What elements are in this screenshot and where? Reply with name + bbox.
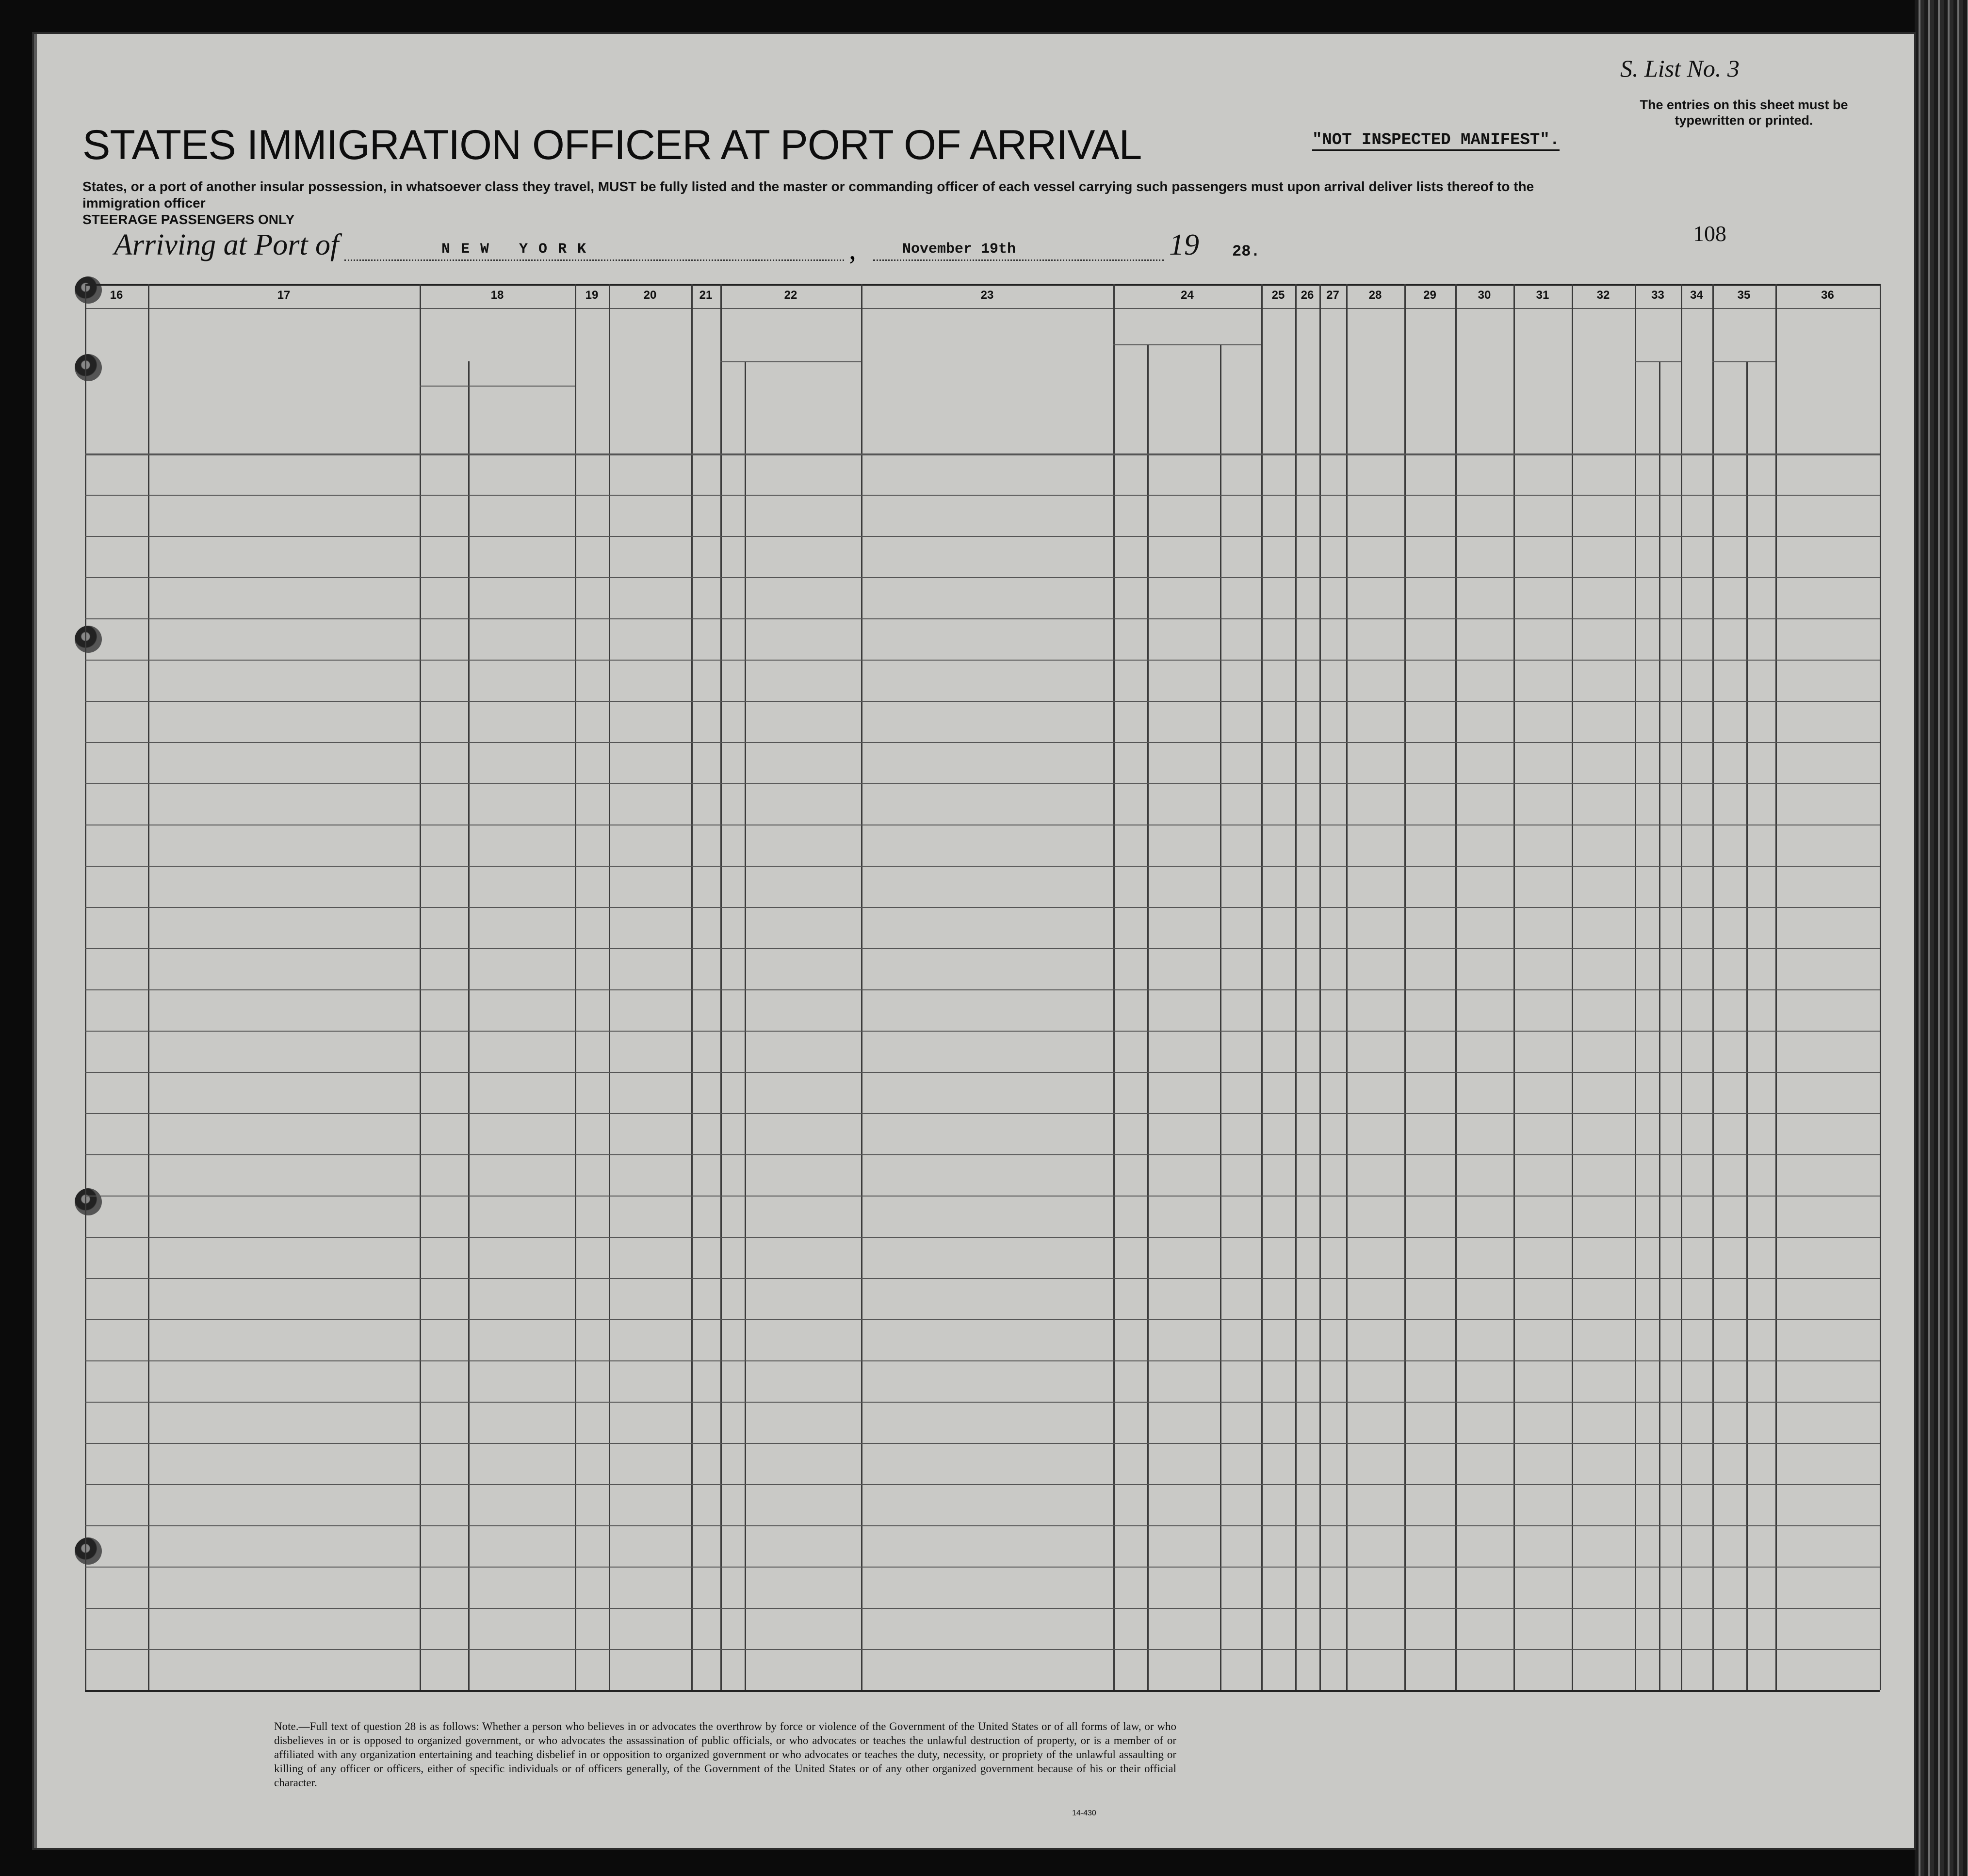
typewritten-instruction: The entries on this sheet must be typewritten or printed. bbox=[1640, 97, 1848, 128]
column-number: 24 bbox=[1181, 289, 1194, 302]
row-rule bbox=[85, 1608, 1880, 1609]
column-divider bbox=[1880, 284, 1881, 1690]
row-rule bbox=[85, 1196, 1880, 1197]
column-number: 29 bbox=[1423, 289, 1436, 302]
subheader-rule bbox=[420, 386, 575, 387]
row-rule bbox=[85, 1154, 1880, 1155]
header-purpose-return bbox=[1116, 347, 1145, 449]
port-value: NEW YORK bbox=[441, 241, 597, 258]
header-polygamist bbox=[1300, 318, 1319, 449]
row-rule bbox=[85, 495, 1880, 496]
column-number: 19 bbox=[585, 289, 599, 302]
column-number: 22 bbox=[784, 289, 797, 302]
row-rule bbox=[85, 742, 1880, 743]
column-number: 27 bbox=[1326, 289, 1339, 302]
intro-line-1: States, or a port of another insular possession, in whatsoever class they travel, MUST be fully listed and the master or commanding officer of each vessel carrying such passengers must upon arrival deliver lists thereof to the immigration officer bbox=[82, 179, 1534, 210]
row-rule bbox=[85, 989, 1880, 990]
intro-line-2: STEERAGE PASSENGERS ONLY bbox=[82, 212, 295, 227]
column-number: 23 bbox=[980, 289, 994, 302]
form-number: 14-430 bbox=[1072, 1809, 1096, 1817]
header-prison bbox=[1264, 318, 1295, 449]
header-ticket bbox=[580, 318, 604, 449]
date-value: November 19th bbox=[902, 241, 1016, 258]
row-rule bbox=[85, 1649, 1880, 1650]
subheader-rule bbox=[1712, 361, 1775, 362]
page-number: 108 bbox=[1693, 221, 1726, 246]
subcolumn-divider bbox=[745, 361, 746, 1690]
subcolumn-divider bbox=[1659, 361, 1660, 1690]
column-number: 21 bbox=[699, 289, 713, 302]
column-number: 16 bbox=[110, 289, 123, 302]
year-prefix: 19 bbox=[1169, 228, 1199, 261]
column-number: 18 bbox=[490, 289, 504, 302]
header-overthrow bbox=[1349, 318, 1402, 449]
subheader-rule bbox=[720, 361, 861, 362]
arriving-label: Arriving at Port of bbox=[114, 228, 339, 261]
column-number: 25 bbox=[1271, 289, 1285, 302]
header-contract-labor bbox=[1407, 318, 1453, 449]
subcolumn-divider bbox=[1147, 344, 1149, 1690]
row-rule bbox=[85, 1567, 1880, 1568]
list-number: S. List No. 3 bbox=[1620, 55, 1740, 82]
column-number: 32 bbox=[1596, 289, 1610, 302]
footnote: Note.—Full text of question 28 is as follows: Whether a person who believes in or advocates the overthrow by force or violence of the Government of the United States or of all forms of law, or who disbelieves in or is opposed to organized government, or who advocates the assassination of public officials, or who advocates or teaches the unlawful destruction of property, or is a member of or affiliated with any organization entertaining and teaching disbelief in or opposition to organized government or who advocates or teaches the duty, necessity, or propriety of the unlawful assaulting or killing of any officer or officers, either of specific individuals or of officers generally, of the Government of the United States or of any other organized government because of his or their official character. bbox=[274, 1720, 1176, 1789]
column-number: 20 bbox=[643, 289, 657, 302]
column-number: 35 bbox=[1737, 289, 1751, 302]
row-rule bbox=[85, 907, 1880, 908]
row-rule bbox=[85, 783, 1880, 784]
page-title: STATES IMMIGRATION OFFICER AT PORT OF ARRIVAL bbox=[82, 122, 1142, 168]
row-rule bbox=[85, 1443, 1880, 1444]
row-rule bbox=[85, 948, 1880, 949]
date-field bbox=[873, 241, 1164, 261]
column-number: 31 bbox=[1536, 289, 1549, 302]
column-number: 17 bbox=[277, 289, 291, 302]
intro-text bbox=[82, 178, 1596, 228]
row-rule bbox=[85, 577, 1880, 578]
row-rule bbox=[85, 1484, 1880, 1485]
row-rule bbox=[85, 1031, 1880, 1032]
row-rule bbox=[85, 618, 1880, 619]
grid-bottom-border bbox=[85, 1690, 1880, 1692]
subcolumn-divider bbox=[1220, 344, 1221, 1690]
row-rule bbox=[85, 536, 1880, 537]
column-number: 28 bbox=[1368, 289, 1382, 302]
manifest-table bbox=[85, 284, 1880, 1690]
row-rule bbox=[85, 1319, 1880, 1320]
subheader-rule bbox=[1635, 361, 1681, 362]
column-number: 34 bbox=[1690, 289, 1703, 302]
row-rule bbox=[85, 1278, 1880, 1279]
column-number: 30 bbox=[1478, 289, 1491, 302]
row-rule bbox=[85, 1402, 1880, 1403]
column-number: 33 bbox=[1651, 289, 1664, 302]
stacked-page-edges bbox=[1915, 0, 1968, 1876]
header-purpose-citizen bbox=[1222, 347, 1259, 449]
column-number: 26 bbox=[1301, 289, 1314, 302]
row-rule bbox=[85, 1237, 1880, 1238]
grid-top-border bbox=[85, 284, 1880, 286]
row-rule bbox=[85, 1525, 1880, 1526]
header-purpose-length bbox=[1152, 347, 1210, 449]
port-field bbox=[344, 241, 844, 261]
subheader-rule bbox=[1113, 344, 1261, 345]
header-bottom-border bbox=[85, 453, 1880, 455]
row-rule bbox=[85, 1072, 1880, 1073]
header-deported bbox=[1460, 318, 1509, 449]
year-suffix: 28. bbox=[1232, 243, 1260, 260]
column-number: 36 bbox=[1821, 289, 1834, 302]
row-rule bbox=[85, 701, 1880, 702]
row-rule bbox=[85, 660, 1880, 661]
comma: , bbox=[849, 233, 856, 265]
column-number-band bbox=[85, 308, 1880, 309]
not-inspected-stamp: "NOT INSPECTED MANIFEST". bbox=[1312, 131, 1560, 151]
subcolumn-divider bbox=[468, 361, 470, 1690]
header-anarchist bbox=[1324, 318, 1346, 449]
subcolumn-divider bbox=[1746, 361, 1748, 1690]
row-rule bbox=[85, 866, 1880, 867]
header-money bbox=[696, 318, 718, 449]
row-rule bbox=[85, 1113, 1880, 1114]
row-rule bbox=[85, 1360, 1880, 1361]
